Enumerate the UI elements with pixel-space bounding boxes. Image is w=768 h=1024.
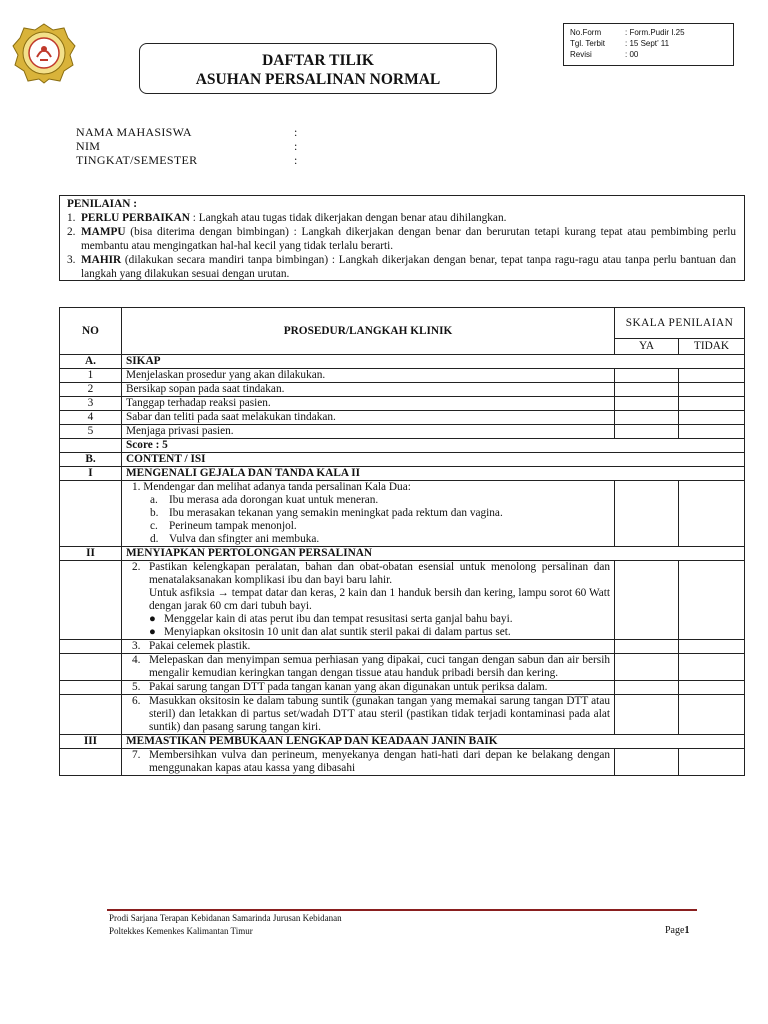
section-number: I [60,467,122,481]
criteria-item [67,225,736,253]
table-row [60,654,745,681]
step-text: Melepaskan dan menyimpan semua perhiasan yang dipakai, cuci tangan dengan sabun dan air bersih mengalir kemudian keringkan tangan dengan tissue atau handuk pribadi bersih dan kering. [149,654,610,679]
yes-checkbox-cell[interactable] [615,695,679,735]
header-procedure: PROSEDUR/LANGKAH KLINIK [122,308,615,355]
table-row [60,397,745,411]
row-step: Sabar dan teliti pada saat melakukan tindakan. [122,411,615,425]
sub-letter: b. [150,507,159,519]
section-title: MENGENALI GEJALA DAN TANDA KALA II [122,467,745,481]
row-number: 1 [60,369,122,383]
student-name-field[interactable]: : [294,125,298,139]
form-number-value: : Form.Pudir I.25 [625,28,685,37]
section-row [60,355,745,369]
row-step [122,640,615,654]
header-rating-scale: SKALA PENILAIAN [615,308,745,339]
table-row [60,411,745,425]
assessment-heading: PENILAIAN : [67,198,137,210]
table-row [60,749,745,776]
row-step [122,561,615,640]
footer-institution: Poltekkes Kemenkes Kalimantan Timur [109,926,253,936]
nim-field[interactable]: : [294,139,298,153]
criteria-item [67,211,736,225]
bullet-text: Menyiapkan oksitosin 10 unit dan alat suntik steril pakai di dalam partus set. [164,626,511,638]
section-row [60,453,745,467]
footer-rule [107,909,697,911]
issue-date-label: Tgl. Terbit [570,39,605,48]
sub-text: Ibu merasakan tekanan yang semakin meningkat pada rektum dan vagina. [169,507,503,519]
table-row [60,561,745,640]
criteria-number: 3. [67,254,76,266]
header-no: NO [60,308,122,355]
institution-logo [12,22,76,84]
row-step: Menjelaskan prosedur yang akan dilakukan. [122,369,615,383]
yes-checkbox-cell[interactable] [615,681,679,695]
header-yes: YA [615,339,679,355]
sub-text: Ibu merasa ada dorongan kuat untuk meneran. [169,494,379,506]
row-number [60,654,122,681]
row-step [122,654,615,681]
page-number [665,925,689,936]
bullet-item [149,613,610,626]
table-row [60,681,745,695]
no-checkbox-cell[interactable] [679,481,745,547]
step-text: Pakai sarung tangan DTT pada tangan kanan yang akan digunakan untuk periksa dalam. [149,681,548,693]
step-text: Membersihkan vulva dan perineum, menyekanya dengan hati-hati dari depan ke belakang dengan menggunakan kapas atau kassa yang dibasahi [149,749,610,774]
semester-row [76,153,297,167]
asphyxia-detail: tempat datar dan keras, 2 kain dan 1 handuk bersih dan kering, lampu sorot 60 Watt dengan jarak 60 cm dari tubuh bayi. [149,587,611,612]
revision-value: : 00 [625,50,639,59]
row-step [122,695,615,735]
issue-date-value: : 15 Sept’ 11 [625,39,670,48]
section-row [60,467,745,481]
row-number [60,681,122,695]
no-checkbox-cell[interactable] [679,369,745,383]
sub-list [126,494,610,546]
no-checkbox-cell[interactable] [679,681,745,695]
section-title: MEMASTIKAN PEMBUKAAN LENGKAP DAN KEADAAN JANIN BAIK [122,735,745,749]
step-number: 5. [132,681,141,693]
criteria-text [81,253,736,281]
yes-checkbox-cell[interactable] [615,481,679,547]
asphyxia-prefix: Untuk asfiksia [149,587,215,599]
step-number: 7. [132,749,141,761]
criteria-description: (dilakukan secara mandiri tanpa bimbingan) : Langkah dikerjakan dengan benar, tepat tanpa ragu-ragu atau tanpa perlu bantuan dan langkah yang dilakukan sesuai dengan urutan. [81,254,736,280]
row-step [122,749,615,776]
step-text: Pastikan kelengkapan peralatan, bahan dan obat-obatan esensial untuk menolong persalinan dan menatalaksanakan komplikasi ibu dan bayi baru lahir. [149,561,610,586]
section-row [60,735,745,749]
header-no-answer: TIDAK [679,339,745,355]
criteria-number: 2. [67,226,76,238]
step-item [126,695,610,734]
step-item [126,749,610,775]
criteria-description: (bisa diterima dengan bimbingan) : Langkah dikerjakan dengan benar dan berurutan tetapi kurang tepat atau pembimbing perlu membantu atau mengingatkan hal-hal kecil yang tidak terlalu berarti. [81,226,736,252]
form-number-label: No.Form [570,28,602,37]
step-text: Pakai celemek plastik. [149,640,251,652]
no-checkbox-cell[interactable] [679,561,745,640]
no-checkbox-cell[interactable] [679,411,745,425]
row-step [122,681,615,695]
bullet-text: Menggelar kain di atas perut ibu dan tempat resusitasi serta ganjal bahu bayi. [164,613,513,625]
section-number: A. [60,355,122,369]
step-text: Masukkan oksitosin ke dalam tabung suntik (gunakan tangan yang memakai sarung tangan DTT atau steril) dan letakkan di partus set/wadah DTT atau steril (pastikan tidak terjadi kontaminasi pada alat suntik) dan pasang sarung tangan kiri. [149,695,610,733]
yes-checkbox-cell[interactable] [615,654,679,681]
step-text: 1. Mendengar dan melihat adanya tanda persalinan Kala Dua: [132,481,411,493]
yes-checkbox-cell[interactable] [615,397,679,411]
criteria-text [81,211,736,225]
page-value: 1 [684,925,690,936]
criteria-term: MAMPU [81,226,126,238]
section-title: CONTENT / ISI [122,453,745,467]
score-label: Score : 5 [122,439,745,453]
table-row [60,695,745,735]
yes-checkbox-cell[interactable] [615,425,679,439]
assessment-criteria-box [59,195,745,281]
criteria-item [67,253,736,281]
sub-letter: c. [150,520,158,532]
form-number-row [570,27,727,38]
student-name-label: NAMA MAHASISWA [76,125,192,139]
revision-label: Revisi [570,50,592,59]
sub-letter: a. [150,494,158,506]
score-empty-cell [60,439,122,453]
sub-item [144,507,610,520]
no-checkbox-cell[interactable] [679,749,745,776]
row-number [60,561,122,640]
sub-item [144,533,610,546]
sub-text: Vulva dan sfingter ani membuka. [169,533,320,545]
step-number: 4. [132,654,141,666]
yes-checkbox-cell[interactable] [615,640,679,654]
form-info-box [563,23,734,66]
issue-date-row [570,38,727,49]
row-number [60,749,122,776]
row-number: 5 [60,425,122,439]
section-title: MENYIAPKAN PERTOLONGAN PERSALINAN [122,547,745,561]
step-number: 2. [132,561,141,573]
criteria-text [81,225,736,253]
criteria-description: : Langkah atau tugas tidak dikerjakan dengan benar atau dihilangkan. [189,212,507,224]
row-number: 4 [60,411,122,425]
asphyxia-text [149,587,610,613]
bullet-icon: ● [149,626,156,638]
no-checkbox-cell[interactable] [679,397,745,411]
step-number: 6. [132,695,141,707]
bullet-icon: ● [149,613,156,625]
criteria-number: 1. [67,212,76,224]
semester-field[interactable]: : [294,153,298,167]
row-number: 3 [60,397,122,411]
document-title: DAFTAR TILIK [262,52,374,69]
row-step: Menjaga privasi pasien. [122,425,615,439]
no-checkbox-cell[interactable] [679,383,745,397]
semester-label: TINGKAT/SEMESTER [76,153,198,167]
document-subtitle: ASUHAN PERSALINAN NORMAL [195,71,441,88]
step-item [126,640,610,653]
document-title-box [139,43,497,94]
criteria-term: PERLU PERBAIKAN [81,212,190,224]
step-number: 3. [132,640,141,652]
row-step: Tanggap terhadap reaksi pasien. [122,397,615,411]
nim-label: NIM [76,139,101,153]
yes-checkbox-cell[interactable] [615,369,679,383]
yes-checkbox-cell[interactable] [615,383,679,397]
no-checkbox-cell[interactable] [679,654,745,681]
yes-checkbox-cell[interactable] [615,411,679,425]
no-checkbox-cell[interactable] [679,425,745,439]
table-row [60,369,745,383]
section-row [60,547,745,561]
student-identity [76,125,297,167]
table-row [60,481,745,547]
sub-text: Perineum tampak menonjol. [169,520,297,532]
table-row [60,383,745,397]
no-checkbox-cell[interactable] [679,640,745,654]
step-item [126,654,610,680]
row-step: Bersikap sopan pada saat tindakan. [122,383,615,397]
table-header-row [60,308,745,339]
sub-letter: d. [150,533,159,545]
student-name-row [76,125,297,139]
step-item [126,681,610,694]
section-number: III [60,735,122,749]
footer-program: Prodi Sarjana Terapan Kebidanan Samarinda Jurusan Kebidanan [109,913,342,923]
section-number: II [60,547,122,561]
table-row [60,640,745,654]
row-step [122,481,615,547]
page-label: Page [665,925,685,936]
criteria-term: MAHIR [81,254,122,266]
bullet-item [149,626,610,639]
nim-row [76,139,297,153]
sub-item [144,520,610,533]
arrow-right-icon: → [217,587,229,599]
row-number [60,640,122,654]
step-item [126,561,610,639]
section-number: B. [60,453,122,467]
row-number [60,481,122,547]
yes-checkbox-cell[interactable] [615,561,679,640]
checklist-table [59,307,745,776]
sub-item [144,494,610,507]
revision-row [570,49,727,60]
yes-checkbox-cell[interactable] [615,749,679,776]
section-title: SIKAP [122,355,745,369]
table-row [60,425,745,439]
score-row [60,439,745,453]
no-checkbox-cell[interactable] [679,695,745,735]
row-number: 2 [60,383,122,397]
row-number [60,695,122,735]
